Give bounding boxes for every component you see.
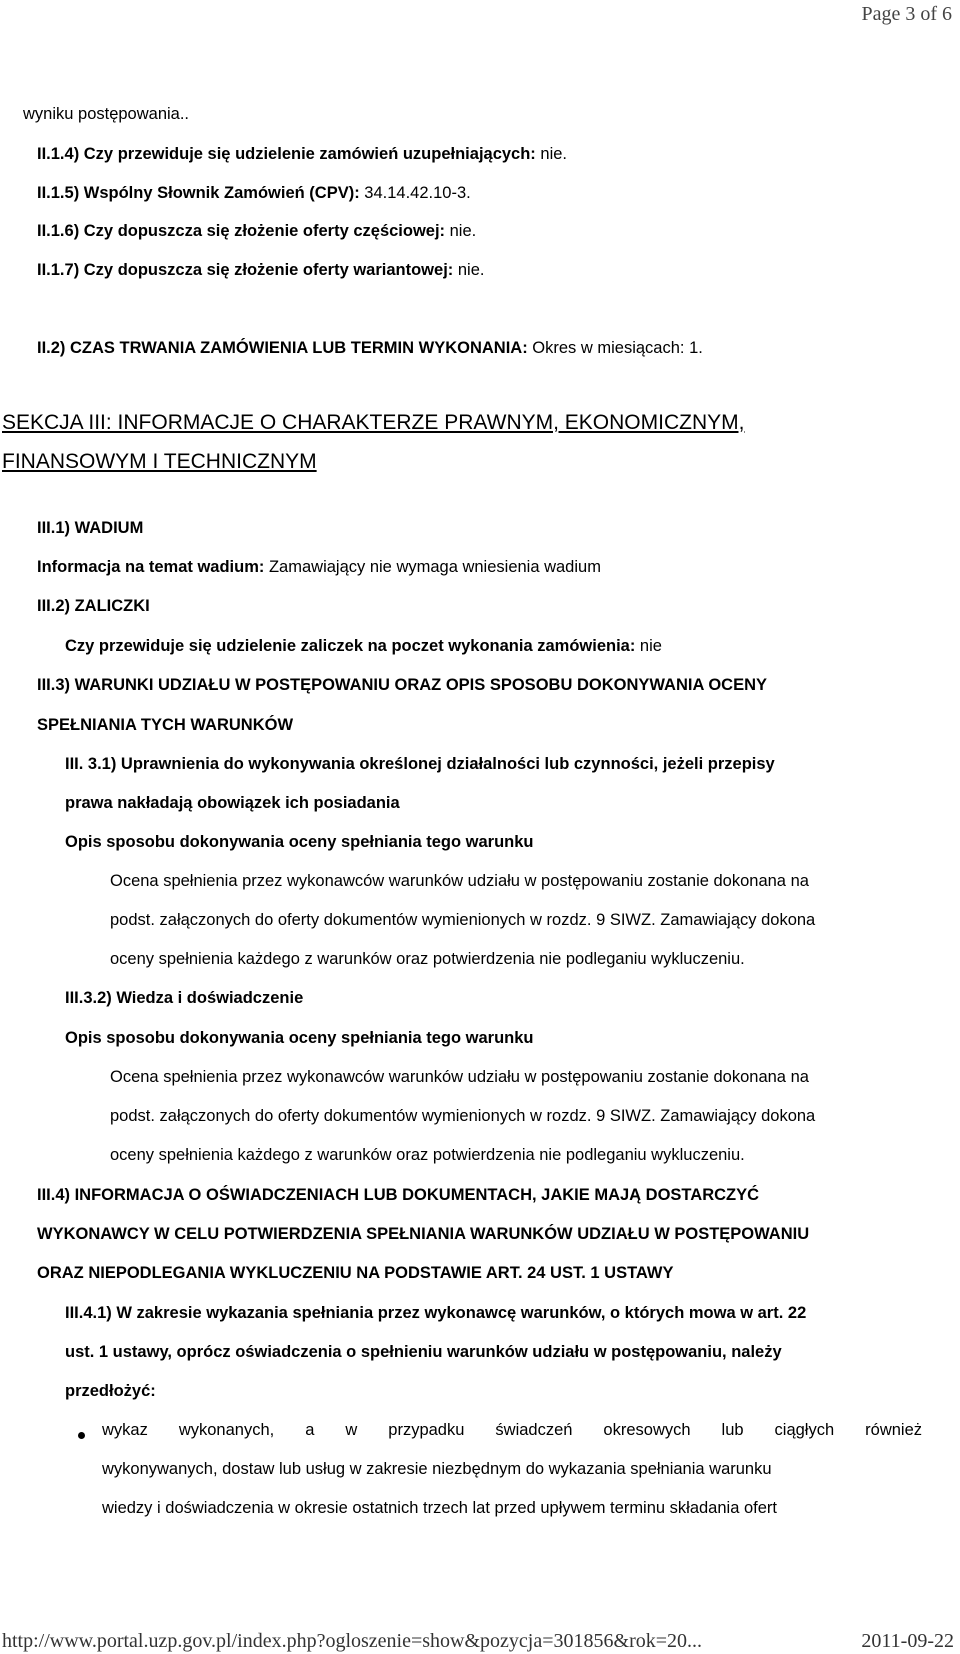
field-label: II.1.5) Wspólny Słownik Zamówień (CPV): <box>37 184 360 202</box>
text-line: Ocena spełnienia przez wykonawców warunków udziału w postępowaniu zostanie dokonana na <box>110 1068 809 1086</box>
text-line: wykaz wykonanych, a w przypadku świadczeń okresowych lub ciągłych również <box>102 1421 922 1439</box>
subsection-heading: SPEŁNIANIA TYCH WARUNKÓW <box>37 716 294 734</box>
field-row <box>65 637 662 656</box>
bullet-icon <box>78 1432 85 1439</box>
field-row <box>37 184 471 203</box>
field-label: II.1.4) Czy przewiduje się udzielenie zamówień uzupełniających: <box>37 145 536 163</box>
condition-heading: Opis sposobu dokonywania oceny spełniania tego warunku <box>65 1029 534 1047</box>
subsection-heading: III.4.1) W zakresie wykazania spełniania przez wykonawcę warunków, o których mowa w art. 22 <box>65 1304 807 1322</box>
text-line: podst. załączonych do oferty dokumentów wymienionych w rozdz. 9 SIWZ. Zamawiający dokona <box>110 911 816 929</box>
subsection-heading: prawa nakładają obowiązek ich posiadania <box>65 794 400 812</box>
field-value: nie. <box>535 145 567 163</box>
subsection-heading: WYKONAWCY W CELU POTWIERDZENIA SPEŁNIANIA WARUNKÓW UDZIAŁU W POSTĘPOWANIU <box>37 1225 810 1243</box>
field-label: II.1.6) Czy dopuszcza się złożenie oferty częściowej: <box>37 222 446 240</box>
field-value: nie. <box>445 222 477 240</box>
subsection-heading: III. 3.1) Uprawnienia do wykonywania określonej działalności lub czynności, jeżeli przepisy <box>65 755 775 773</box>
field-label: Informacja na temat wadium: <box>37 558 265 576</box>
subsection-heading: III.2) ZALICZKI <box>37 597 150 615</box>
text-line: oceny spełnienia każdego z warunków oraz potwierdzenia nie podleganiu wykluczeniu. <box>110 1146 745 1164</box>
field-value: 34.14.42.10-3. <box>359 184 471 202</box>
section-title: SEKCJA III: INFORMACJE O CHARAKTERZE PRAWNYM, EKONOMICZNYM, <box>2 411 745 434</box>
field-label: Czy przewiduje się udzielenie zaliczek na poczet wykonania zamówienia: <box>65 637 636 655</box>
subsection-heading: III.3.2) Wiedza i doświadczenie <box>65 989 304 1007</box>
field-row <box>37 222 476 241</box>
section-title: FINANSOWYM I TECHNICZNYM <box>2 450 317 473</box>
field-row <box>37 261 484 280</box>
field-row <box>37 145 567 164</box>
subsection-heading: III.3) WARUNKI UDZIAŁU W POSTĘPOWANIU ORAZ OPIS SPOSOBU DOKONYWANIA OCENY <box>37 676 768 694</box>
text-line <box>23 105 189 124</box>
subsection-heading: ust. 1 ustawy, oprócz oświadczenia o spełnieniu warunków udziału w postępowaniu, należy <box>65 1343 782 1361</box>
subsection-heading: przedłożyć: <box>65 1382 156 1400</box>
text: wyniku postępowania.. <box>23 105 190 123</box>
page-footer <box>0 1630 960 1654</box>
field-row <box>37 339 703 358</box>
field-value: Zamawiający nie wymaga wniesienia wadium <box>264 558 601 576</box>
text-line: wykonywanych, dostaw lub usług w zakresie niezbędnym do wykazania spełniania warunku <box>102 1460 772 1478</box>
text-line: oceny spełnienia każdego z warunków oraz potwierdzenia nie podleganiu wykluczeniu. <box>110 950 745 968</box>
field-value: nie. <box>453 261 485 279</box>
field-row <box>37 558 601 577</box>
subsection-heading: III.4) INFORMACJA O OŚWIADCZENIACH LUB DOKUMENTACH, JAKIE MAJĄ DOSTARCZYĆ <box>37 1186 760 1204</box>
text-line: wiedzy i doświadczenia w okresie ostatnich trzech lat przed upływem terminu składania ofert <box>102 1499 777 1517</box>
page-number: Page 3 of 6 <box>861 3 952 25</box>
text-line: Ocena spełnienia przez wykonawców warunków udziału w postępowaniu zostanie dokonana na <box>110 872 809 890</box>
field-value: Okres w miesiącach: 1. <box>527 339 703 357</box>
field-label: II.1.7) Czy dopuszcza się złożenie oferty wariantowej: <box>37 261 454 279</box>
subsection-heading: III.1) WADIUM <box>37 519 144 537</box>
subsection-heading: ORAZ NIEPODLEGANIA WYKLUCZENIU NA PODSTAWIE ART. 24 UST. 1 USTAWY <box>37 1264 674 1282</box>
footer-date: 2011-09-22 <box>861 1630 954 1652</box>
field-value: nie <box>635 637 662 655</box>
field-label: II.2) CZAS TRWANIA ZAMÓWIENIA LUB TERMIN WYKONANIA: <box>37 339 528 357</box>
text-line: podst. załączonych do oferty dokumentów wymienionych w rozdz. 9 SIWZ. Zamawiający dokona <box>110 1107 816 1125</box>
condition-heading: Opis sposobu dokonywania oceny spełniania tego warunku <box>65 833 534 851</box>
footer-url: http://www.portal.uzp.gov.pl/index.php?ogloszenie=show&pozycja=301856&rok=20... <box>2 1630 703 1652</box>
